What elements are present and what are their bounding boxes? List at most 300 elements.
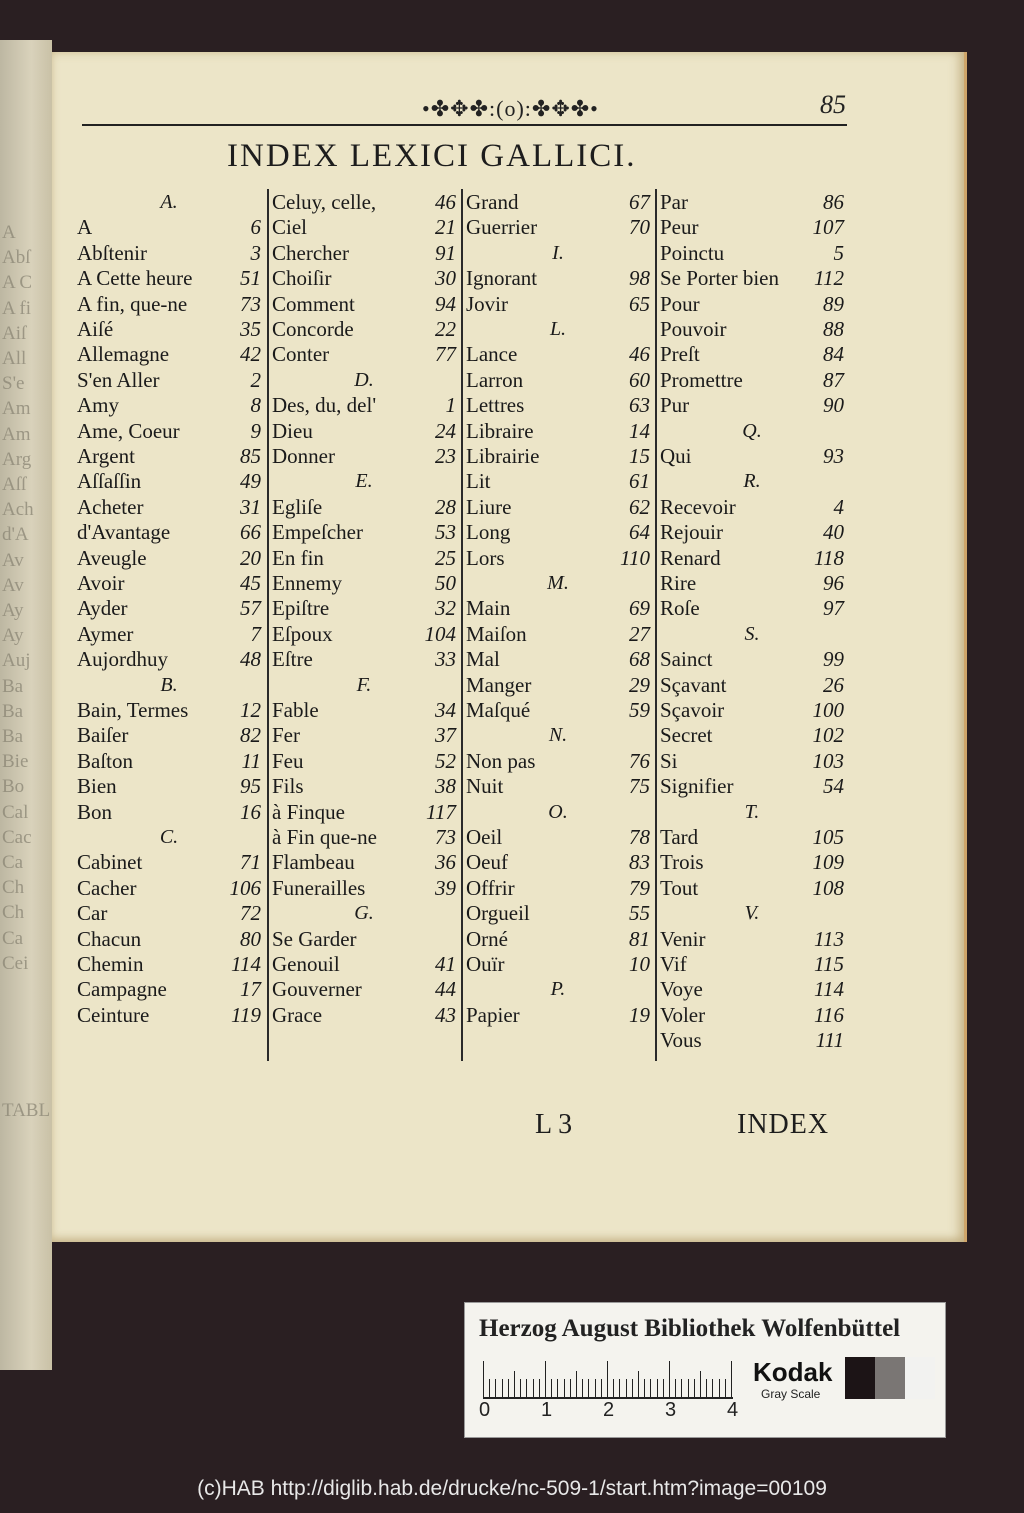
entry-page-number: 39 <box>435 875 456 900</box>
index-entry <box>272 646 456 672</box>
entry-word: Cabinet <box>77 850 143 875</box>
letter-heading <box>77 672 261 698</box>
entry-page-number: 48 <box>240 647 261 672</box>
index-entry <box>77 646 261 672</box>
entry-word: Lit <box>466 469 491 494</box>
entry-page-number: 95 <box>240 774 261 799</box>
entry-word: Qui <box>660 444 692 468</box>
entry-word: Vif <box>660 952 687 976</box>
ruler-tick <box>607 1361 608 1397</box>
entry-word: S'en Aller <box>77 367 160 392</box>
entry-word: Sçavoir <box>660 698 725 722</box>
index-entry <box>466 849 650 875</box>
entry-word: Sçavant <box>660 672 727 697</box>
index-entry <box>77 291 261 317</box>
index-entry <box>660 214 844 240</box>
entry-page-number: 82 <box>240 723 261 748</box>
entry-page-number: 17 <box>240 977 261 1002</box>
entry-page-number: 116 <box>814 1002 844 1027</box>
entry-page-number: 75 <box>629 774 650 799</box>
index-entry <box>272 214 456 240</box>
entry-page-number: 33 <box>435 647 456 672</box>
index-entry <box>272 824 456 850</box>
index-entry <box>660 1027 844 1053</box>
entry-page-number: 118 <box>814 545 844 570</box>
letter-heading-text: F. <box>356 673 372 696</box>
entry-word: Ame, Coeur <box>77 418 180 443</box>
entry-word: Trois <box>660 850 704 875</box>
entry-page-number: 22 <box>435 317 456 341</box>
entry-page-number: 73 <box>240 291 261 316</box>
copyright-url: (c)HAB http://diglib.hab.de/drucke/nc-509-1/start.htm?image=00109 <box>197 1477 827 1500</box>
index-entry <box>660 519 844 545</box>
index-entry <box>272 392 456 418</box>
index-entry <box>466 1002 650 1028</box>
index-entry <box>272 341 456 367</box>
entry-word: Aiſé <box>77 317 114 341</box>
facing-page-fragment: Abſ <box>2 247 31 269</box>
index-column-4 <box>655 189 848 1061</box>
facing-page-fragment: Am <box>2 423 31 445</box>
ruler-tick <box>495 1379 496 1397</box>
ruler-tick <box>663 1379 664 1397</box>
entry-word: Voye <box>660 977 703 1002</box>
index-entry <box>466 214 650 240</box>
index-entry <box>77 900 261 926</box>
entry-page-number: 73 <box>435 825 456 849</box>
index-entry <box>660 341 844 367</box>
entry-page-number: 21 <box>435 215 456 240</box>
index-entry <box>466 443 650 469</box>
ruler-label-4: 4 <box>727 1399 739 1421</box>
gray-patch-dark <box>845 1357 875 1399</box>
facing-page-fragment: Cac <box>2 826 32 848</box>
index-entry <box>660 722 844 748</box>
letter-heading-text: B. <box>160 673 178 696</box>
index-entry <box>660 646 844 672</box>
entry-word: Pour <box>660 291 700 316</box>
entry-page-number: 59 <box>629 698 650 722</box>
entry-word: Preſt <box>660 342 700 367</box>
facing-page-fragment: Ay <box>2 600 24 621</box>
index-entry <box>466 265 650 291</box>
entry-page-number: 60 <box>629 367 650 392</box>
index-entry <box>272 189 456 215</box>
index-entry <box>77 468 261 494</box>
entry-page-number: 108 <box>812 875 844 900</box>
entry-word: Lance <box>466 342 518 367</box>
ruler-tick <box>588 1379 589 1397</box>
entry-page-number: 42 <box>240 342 261 367</box>
entry-word: Manger <box>466 672 532 697</box>
ruler-tick <box>526 1379 527 1397</box>
index-entry <box>660 240 844 266</box>
index-entry <box>660 291 844 317</box>
entry-page-number: 99 <box>823 647 844 672</box>
ruler-tick <box>644 1379 645 1397</box>
index-entry <box>272 519 456 545</box>
entry-page-number: 4 <box>833 494 844 519</box>
entry-page-number: 119 <box>231 1002 261 1027</box>
entry-page-number: 66 <box>240 520 261 545</box>
entry-word: Signifier <box>660 774 734 799</box>
letter-heading-text: A. <box>160 191 178 213</box>
entry-page-number: 41 <box>435 952 456 976</box>
entry-page-number: 12 <box>240 698 261 722</box>
facing-page-fragment: Cei <box>2 952 29 974</box>
index-entry <box>660 265 844 291</box>
index-entry <box>272 799 456 825</box>
entry-word: Lors <box>466 545 505 570</box>
entry-page-number: 14 <box>629 418 650 443</box>
entry-page-number: 93 <box>823 444 844 468</box>
index-entry <box>466 875 650 901</box>
letter-heading-text: S. <box>744 622 760 645</box>
index-entry <box>660 392 844 418</box>
letter-heading <box>272 468 456 494</box>
index-entry <box>77 621 261 647</box>
entry-page-number: 57 <box>240 596 261 621</box>
facing-page-fragment: A fi <box>2 297 32 319</box>
index-entry <box>77 316 261 342</box>
index-entry <box>272 265 456 291</box>
entry-word: Ceinture <box>77 1002 150 1027</box>
entry-page-number: 37 <box>435 723 456 748</box>
entry-page-number: 70 <box>629 215 650 240</box>
entry-word: Avoir <box>77 571 125 595</box>
entry-page-number: 89 <box>823 291 844 316</box>
entry-word: Campagne <box>77 977 167 1002</box>
facing-page-fragment: Av <box>2 574 24 596</box>
letter-heading <box>660 468 844 494</box>
facing-page-fragment: Ba <box>2 726 24 747</box>
index-entry <box>660 875 844 901</box>
index-entry <box>272 443 456 469</box>
entry-word: Ayder <box>77 596 128 621</box>
index-entry <box>466 341 650 367</box>
entry-word: Promettre <box>660 367 743 392</box>
entry-word: Roſe <box>660 596 700 621</box>
index-entry <box>466 494 650 520</box>
entry-word: Bain, Termes <box>77 698 189 722</box>
letter-heading-text: L. <box>549 318 567 340</box>
letter-heading <box>466 976 650 1002</box>
letter-heading <box>466 722 650 748</box>
entry-word: Donner <box>272 444 335 468</box>
index-entry <box>466 773 650 799</box>
index-entry <box>77 570 261 596</box>
entry-word: Chemin <box>77 952 144 976</box>
entry-page-number: 52 <box>435 748 456 773</box>
entry-page-number: 109 <box>812 850 844 875</box>
ruler-tick <box>582 1379 583 1397</box>
entry-word: d'Avantage <box>77 520 171 545</box>
ruler-tick <box>520 1379 521 1397</box>
ruler-tick <box>576 1371 577 1397</box>
index-entry <box>466 418 650 444</box>
letter-heading-text: R. <box>743 470 761 493</box>
entry-word: à Fin que-ne <box>272 825 377 849</box>
index-column-2 <box>267 189 460 1061</box>
facing-page-fragment: Ch <box>2 877 25 899</box>
entry-word: Flambeau <box>272 850 355 875</box>
letter-heading <box>77 824 261 850</box>
index-entry <box>77 722 261 748</box>
entry-page-number: 2 <box>250 367 261 392</box>
ruler-tick <box>712 1379 713 1397</box>
index-entry <box>660 189 844 215</box>
facing-page-fragment: Ca <box>2 927 24 949</box>
entry-page-number: 69 <box>629 596 650 621</box>
index-entry <box>660 367 844 393</box>
entry-word: Tard <box>660 825 699 849</box>
facing-page-edge <box>0 40 52 1370</box>
index-columns <box>74 189 854 1059</box>
index-entry <box>466 392 650 418</box>
entry-word: Orné <box>466 926 508 951</box>
index-entry <box>660 545 844 571</box>
index-entry <box>660 1002 844 1028</box>
entry-word: Chercher <box>272 240 349 265</box>
facing-page-fragment: Am <box>2 398 31 420</box>
entry-word: A fin, que-ne <box>77 291 188 316</box>
entry-page-number: 40 <box>823 520 844 545</box>
ruler-tick <box>681 1379 682 1397</box>
entry-word: Cacher <box>77 875 137 900</box>
entry-page-number: 28 <box>435 494 456 519</box>
ruler-tick <box>570 1379 571 1397</box>
letter-heading-text: Q. <box>742 419 762 442</box>
entry-page-number: 94 <box>435 291 456 316</box>
letter-heading-text: M. <box>547 572 569 594</box>
gray-patch-mid <box>875 1357 905 1399</box>
entry-word: Rejouir <box>660 520 723 545</box>
entry-page-number: 81 <box>629 926 650 951</box>
index-entry <box>77 976 261 1002</box>
entry-word: Lettres <box>466 393 525 418</box>
letter-heading <box>660 621 844 647</box>
entry-word: Pur <box>660 393 690 418</box>
index-entry <box>466 951 650 977</box>
entry-page-number: 23 <box>435 444 456 468</box>
entry-word: Ennemy <box>272 571 342 595</box>
entry-page-number: 104 <box>424 621 456 646</box>
facing-page-fragment: Aſſ <box>2 474 27 495</box>
index-entry <box>466 621 650 647</box>
entry-page-number: 29 <box>629 672 650 697</box>
catchword: INDEX <box>737 1109 830 1140</box>
letter-heading-text: V. <box>744 902 760 925</box>
ruler-tick <box>657 1379 658 1397</box>
index-entry <box>466 189 650 215</box>
entry-word: Aſſaſſin <box>77 469 142 494</box>
index-column-1 <box>74 189 265 1061</box>
letter-heading <box>272 900 456 926</box>
index-entry <box>660 951 844 977</box>
entry-word: Epiſtre <box>272 596 330 621</box>
ruler-tick <box>564 1379 565 1397</box>
entry-page-number: 30 <box>435 266 456 291</box>
entry-word: Bien <box>77 774 117 799</box>
index-entry <box>466 367 650 393</box>
entry-page-number: 86 <box>823 190 844 214</box>
entry-word: Eſtre <box>272 647 313 672</box>
header-rule <box>82 124 847 126</box>
library-name: Herzog August Bibliothek Wolfenbüttel <box>479 1315 901 1342</box>
index-entry <box>77 367 261 393</box>
letter-heading-text: N. <box>548 724 568 747</box>
entry-word: Bon <box>77 799 113 824</box>
entry-word: Par <box>660 190 688 214</box>
gray-patch-light <box>905 1357 935 1399</box>
entry-word: Dieu <box>272 418 313 443</box>
entry-word: Nuit <box>466 774 504 799</box>
ruler-tick <box>551 1379 552 1397</box>
letter-heading-text: G. <box>354 902 374 925</box>
entry-page-number: 76 <box>629 748 650 773</box>
ruler-tick <box>483 1361 484 1397</box>
letter-heading <box>466 799 650 825</box>
book-page <box>52 52 967 1242</box>
index-entry <box>466 595 650 621</box>
facing-page-fragment: Ba <box>2 675 24 697</box>
letter-heading-text: I. <box>552 241 564 264</box>
entry-page-number: 11 <box>241 748 261 773</box>
index-entry <box>272 773 456 799</box>
ruler-tick <box>489 1379 490 1397</box>
entry-page-number: 111 <box>815 1028 844 1053</box>
entry-word: Sainct <box>660 647 713 672</box>
entry-page-number: 67 <box>629 190 650 214</box>
entry-word: Papier <box>466 1002 520 1027</box>
facing-page-fragment: Auj <box>2 650 31 672</box>
entry-word: A Cette heure <box>77 266 193 291</box>
entry-page-number: 71 <box>240 850 261 875</box>
facing-page-fragment: Ca <box>2 852 24 873</box>
letter-heading-text: T. <box>744 800 760 823</box>
kodak-logo: Kodak <box>753 1357 833 1387</box>
entry-page-number: 8 <box>250 393 261 418</box>
ruler-tick <box>706 1379 707 1397</box>
ruler-tick <box>601 1379 602 1397</box>
index-entry <box>466 468 650 494</box>
entry-word: Orgueil <box>466 901 530 926</box>
entry-page-number: 96 <box>823 571 844 595</box>
entry-word: Fer <box>272 723 300 748</box>
entry-word: Venir <box>660 926 706 951</box>
ruler-label-2: 2 <box>603 1399 615 1421</box>
entry-page-number: 26 <box>823 672 844 697</box>
ruler-tick <box>613 1379 614 1397</box>
index-entry <box>77 240 261 266</box>
index-entry <box>272 849 456 875</box>
index-entry <box>272 595 456 621</box>
entry-page-number: 3 <box>250 240 261 265</box>
facing-page-fragment: A C <box>2 272 33 294</box>
index-entry <box>77 773 261 799</box>
entry-page-number: 87 <box>823 367 844 392</box>
letter-heading <box>272 367 456 393</box>
entry-page-number: 32 <box>435 596 456 621</box>
entry-page-number: 49 <box>240 469 261 494</box>
index-entry <box>660 595 844 621</box>
gray-scale-caption: Gray Scale <box>761 1387 821 1401</box>
entry-word: Feu <box>272 748 304 773</box>
entry-page-number: 45 <box>240 571 261 595</box>
entry-page-number: 107 <box>812 215 844 240</box>
ruler-tick <box>675 1379 676 1397</box>
facing-page-fragment: Arg <box>2 448 32 470</box>
facing-page-fragment: Ay <box>2 625 24 647</box>
letter-heading <box>466 570 650 596</box>
index-entry <box>272 748 456 774</box>
entry-word: Argent <box>77 444 135 468</box>
entry-word: En fin <box>272 545 324 570</box>
entry-page-number: 102 <box>812 723 844 748</box>
entry-page-number: 83 <box>629 850 650 875</box>
index-entry <box>660 849 844 875</box>
facing-page-fragment: Bie <box>2 751 29 773</box>
entry-page-number: 44 <box>435 977 456 1002</box>
entry-word: Si <box>660 748 678 773</box>
index-entry <box>77 214 261 240</box>
entry-page-number: 15 <box>629 444 650 468</box>
page-number: 85 <box>820 90 846 119</box>
entry-word: Se Porter bien <box>660 266 779 291</box>
entry-word: Secret <box>660 723 713 748</box>
entry-word: Oeuf <box>466 850 508 875</box>
index-entry <box>660 748 844 774</box>
entry-page-number: 112 <box>814 266 844 291</box>
ruler-tick <box>669 1361 670 1397</box>
entry-word: Librairie <box>466 444 540 468</box>
entry-word: Vous <box>660 1028 702 1053</box>
ruler-tick <box>700 1371 701 1397</box>
ruler-label-3: 3 <box>665 1399 677 1421</box>
index-entry <box>466 291 650 317</box>
entry-word: Egliſe <box>272 494 323 519</box>
facing-page-fragment: Av <box>2 549 24 571</box>
index-entry <box>77 875 261 901</box>
entry-page-number: 78 <box>629 825 650 849</box>
entry-page-number: 5 <box>833 240 844 265</box>
index-entry <box>272 976 456 1002</box>
entry-page-number: 114 <box>814 977 844 1002</box>
letter-heading <box>272 672 456 698</box>
entry-word: Ciel <box>272 215 307 240</box>
index-entry <box>272 494 456 520</box>
index-entry <box>77 849 261 875</box>
entry-word: Fils <box>272 774 304 799</box>
entry-page-number: 10 <box>629 952 650 976</box>
ruler-tick <box>725 1379 726 1397</box>
index-entry <box>272 697 456 723</box>
entry-word: Offrir <box>466 875 515 900</box>
entry-page-number: 27 <box>629 621 650 646</box>
entry-word: Gouverner <box>272 977 362 1002</box>
entry-page-number: 25 <box>435 545 456 570</box>
index-entry <box>466 926 650 952</box>
entry-page-number: 53 <box>435 520 456 545</box>
entry-word: Guerrier <box>466 215 538 240</box>
entry-page-number: 62 <box>629 494 650 519</box>
entry-word: Peur <box>660 215 699 240</box>
index-entry <box>466 672 650 698</box>
letter-heading <box>466 316 650 342</box>
entry-word: Grace <box>272 1002 323 1027</box>
entry-page-number: 19 <box>629 1002 650 1027</box>
index-entry <box>77 799 261 825</box>
